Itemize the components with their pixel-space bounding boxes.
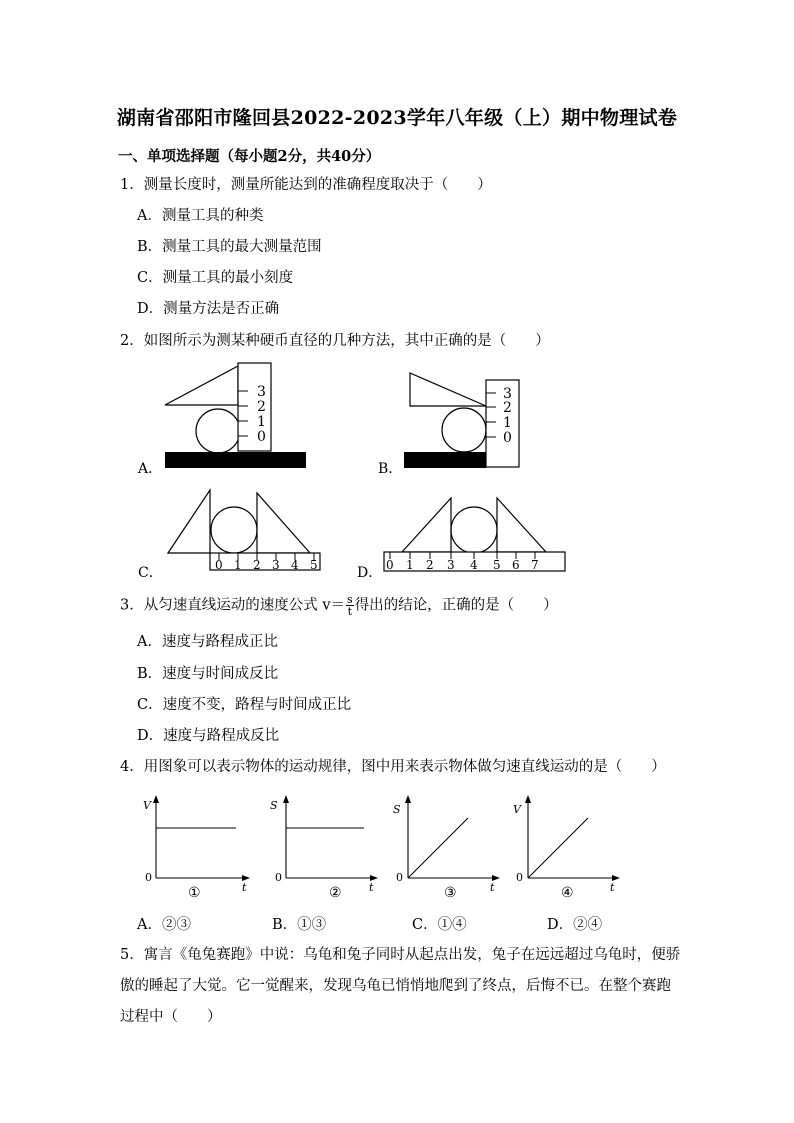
graph-1-ylabel: V	[143, 799, 151, 812]
motion-graph-1	[140, 793, 255, 903]
graph-3-xlabel: t	[490, 881, 495, 894]
ruler-a-label: 0	[257, 429, 266, 445]
q3-stem	[120, 594, 558, 617]
graph-4-origin: 0	[516, 871, 523, 884]
ruler-c-label: 1	[234, 558, 242, 572]
q2-stem: 2．如图所示为测某种硬币直径的几种方法，其中正确的是（ ）	[120, 333, 550, 349]
q3-option-a: A．速度与路程成正比	[137, 634, 278, 650]
ruler-a-label: 1	[257, 414, 266, 430]
q2-label-b: B．	[378, 461, 403, 477]
ruler-b-label: 2	[503, 400, 512, 416]
motion-graph-3	[390, 793, 505, 903]
q3-stem-pre: 3．从匀速直线运动的速度公式 v＝	[120, 597, 346, 614]
ruler-d-label: 1	[406, 558, 414, 572]
q1-option-b: B．测量工具的最大测量范围	[137, 239, 322, 255]
ruler-d-label: 4	[470, 558, 478, 572]
q1-option-a: A．测量工具的种类	[137, 208, 264, 224]
motion-graph-2	[268, 793, 383, 903]
ruler-c-label: 0	[215, 558, 223, 572]
q4-option-a: A．②③	[137, 917, 191, 933]
q3-option-d: D．速度与路程成反比	[137, 728, 280, 744]
graph-1-origin: 0	[145, 871, 152, 884]
ruler-a-label: 3	[257, 384, 266, 400]
ruler-d-label: 2	[426, 558, 434, 572]
graph-3-origin: 0	[396, 871, 403, 884]
ruler-c-label: 3	[272, 558, 280, 572]
q4-stem: 4．用图象可以表示物体的运动规律，图中用来表示物体做匀速直线运动的是（ ）	[120, 759, 666, 775]
graph-2-number: ②	[329, 885, 342, 901]
motion-graph-4	[510, 793, 625, 903]
q1-option-c: C．测量工具的最小刻度	[137, 270, 294, 286]
page-title: 湖南省邵阳市隆回县2022-2023学年八年级（上）期中物理试卷	[116, 107, 678, 129]
speed-formula-fraction	[346, 594, 354, 617]
graph-4-ylabel: V	[513, 803, 521, 816]
graph-3-ylabel: S	[393, 803, 401, 816]
section-heading: 一、单项选择题（每小题2分，共40分）	[118, 148, 381, 165]
graph-2-origin: 0	[275, 871, 282, 884]
q4-option-c: C．①④	[412, 917, 467, 933]
graph-3-number: ③	[444, 885, 457, 901]
graph-1-number: ①	[188, 885, 201, 901]
ruler-b-label: 3	[503, 386, 512, 402]
ruler-c-label: 2	[253, 558, 261, 572]
graph-4-xlabel: t	[610, 881, 615, 894]
graph-4-number: ④	[561, 885, 574, 901]
ruler-d-label: 0	[386, 558, 394, 572]
q4-option-d: D．②④	[547, 917, 603, 933]
ruler-d-label: 6	[512, 558, 520, 572]
q2-label-d: D．	[357, 565, 383, 581]
ruler-b-label: 0	[503, 430, 512, 446]
coin-figure-a	[160, 358, 320, 478]
ruler-d-label: 5	[493, 558, 501, 572]
ruler-b-label: 1	[503, 415, 512, 431]
fraction-denominator: t	[347, 605, 353, 618]
q2-label-a: A．	[138, 461, 163, 477]
coin-figure-b	[398, 368, 538, 478]
coin-figure-d	[380, 492, 570, 577]
q1-option-d: D．测量方法是否正确	[137, 301, 280, 317]
q3-option-c: C．速度不变，路程与时间成正比	[137, 697, 352, 713]
fraction-numerator: s	[347, 593, 353, 606]
ruler-d-label: 7	[531, 558, 539, 572]
ruler-d-label: 3	[447, 558, 455, 572]
q2-label-c: C．	[138, 565, 163, 581]
q4-option-b: B．①③	[272, 917, 327, 933]
ruler-c-label: 4	[291, 558, 299, 572]
graph-2-ylabel: S	[270, 799, 278, 812]
ruler-a-label: 2	[257, 399, 266, 415]
q5-stem: 5．寓言《龟兔赛跑》中说：乌龟和兔子同时从起点出发，兔子在远远超过乌龟时，便骄傲的睡起了大觉。它一觉醒来，发现乌龟已悄悄地爬到了终点，后悔不已。在整个赛跑过程中（ ）	[120, 947, 681, 1025]
q3-option-b: B．速度与时间成反比	[137, 666, 279, 682]
graph-2-xlabel: t	[369, 881, 374, 894]
graph-1-xlabel: t	[242, 881, 247, 894]
ruler-c-label: 5	[310, 558, 318, 572]
coin-figure-c	[160, 485, 330, 577]
q3-stem-post: 得出的结论，正确的是（ ）	[354, 597, 558, 614]
q1-stem: 1．测量长度时，测量所能达到的准确程度取决于（ ）	[120, 177, 492, 193]
